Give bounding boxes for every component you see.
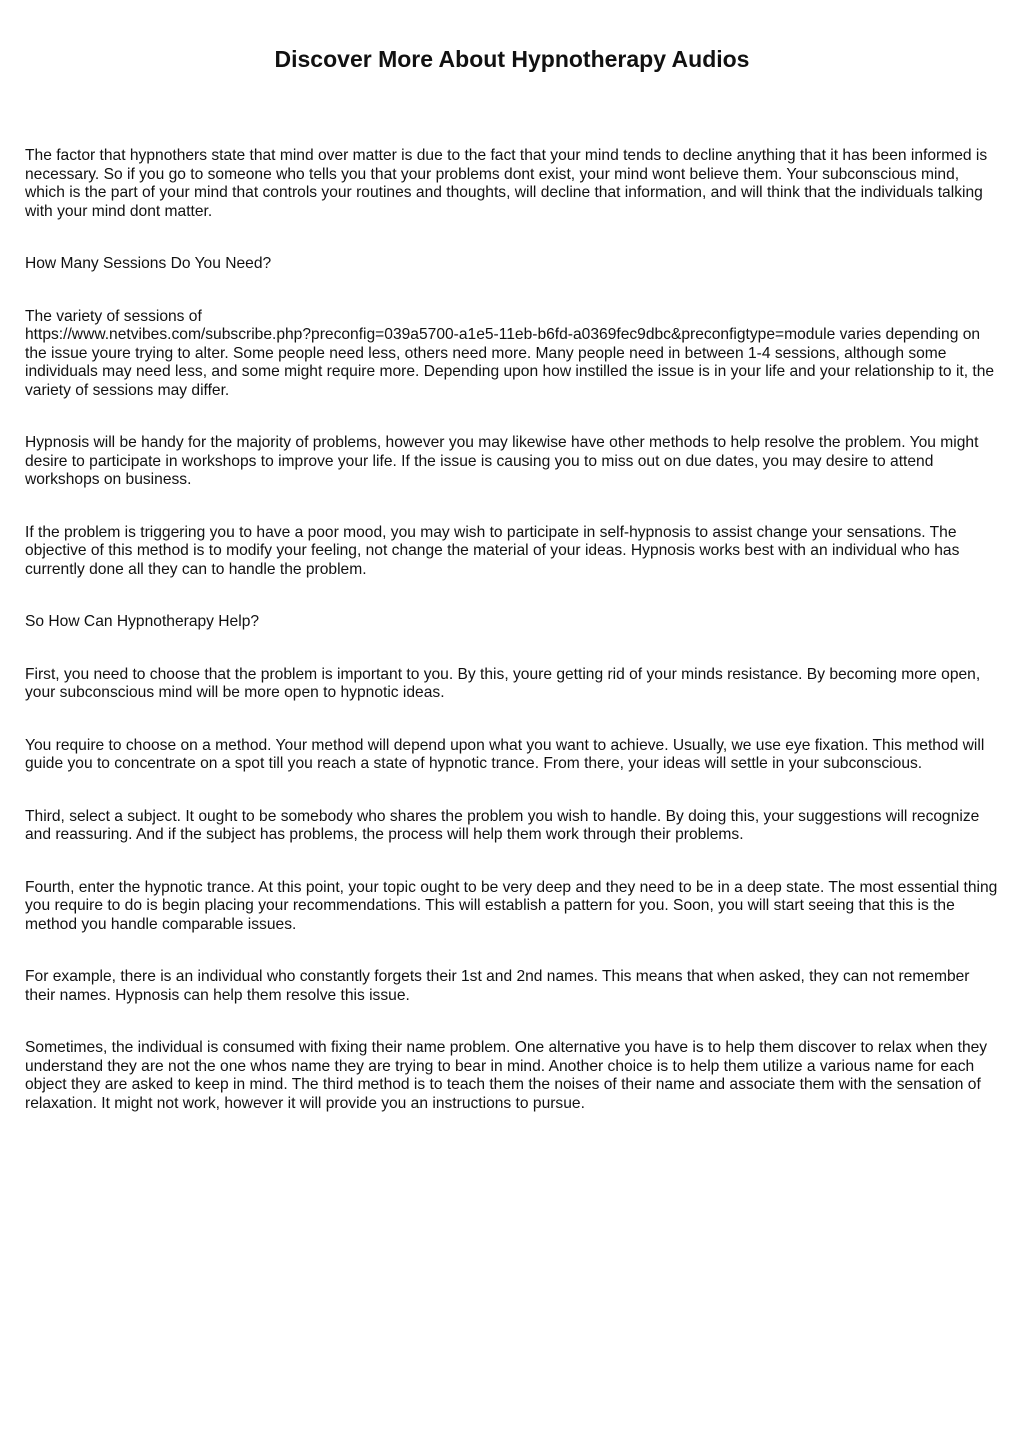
netvibes-link[interactable]: https://www.netvibes.com/subscribe.php?preconfig=039a5700-a1e5-11eb-b6fd-a0369fec9dbc&preconfigtype=module: [25, 326, 836, 343]
paragraph-mood: If the problem is triggering you to have a poor mood, you may wish to participate in self-hypnosis to assist change your sensations. The objective of this method is to modify your feeling, not change the material of your ideas. Hypnosis works best with an individual who has currently done all they can to handle the problem.: [25, 523, 960, 578]
document-body: [25, 147, 1003, 1147]
paragraph-fourth: Fourth, enter the hypnotic trance. At this point, your topic ought to be very deep and they need to be in a deep state. The most essential thing you require to do is begin placing your recommendations. This will establish a pattern for you. Soon, you will start seeing that this is the method you handle comparable issues.: [25, 878, 998, 933]
paragraph-example: For example, there is an individual who constantly forgets their 1st and 2nd names. This means that when asked, they can not remember their names. Hypnosis can help them resolve this issue.: [25, 968, 970, 1004]
paragraph-intro: The factor that hypnothers state that mind over matter is due to the fact that your mind tends to decline anything that it has been informed is necessary. So if you go to someone who tells you that your problems dont exist, your mind wont believe them. Your subconscious mind, which is the part of your mind that controls your routines and thoughts, will decline that information, and will think that the individuals talking with your mind dont matter.: [25, 147, 988, 220]
paragraph-first: First, you need to choose that the problem is important to you. By this, youre getting rid of your minds resistance. By becoming more open, your subconscious mind will be more open to hypnotic ideas.: [25, 665, 981, 701]
paragraph-sessions-rest: varies depending on the issue youre trying to alter. Some people need less, others need more. Many people need in between 1-4 sessions, although some individuals may need less, and some might require more. Depending upon how instilled the issue is in your life and your relationship to it, the variety of sessions may differ.: [25, 326, 995, 399]
paragraph-other-methods: Hypnosis will be handy for the majority of problems, however you may likewise have other methods to help resolve the problem. You might desire to participate in workshops to improve your life. If the issue is causing you to miss out on due dates, you may desire to attend workshops on business.: [25, 434, 979, 488]
paragraph-third: Third, select a subject. It ought to be somebody who shares the problem you wish to handle. By doing this, your suggestions will recognize and reassuring. And if the subject has problems, the process will help them work through their problems.: [25, 807, 980, 843]
page-title: Discover More About Hypnotherapy Audios: [274, 46, 750, 72]
paragraph-sessions-lead: The variety of sessions of: [25, 307, 202, 325]
heading-how-help: So How Can Hypnotherapy Help?: [25, 613, 260, 630]
paragraph-sometimes: Sometimes, the individual is consumed with fixing their name problem. One alternative you have is to help them discover to relax when they understand they are not the one whos name they are trying to bear in mind. Another choice is to help them utilize a various name for each object they are asked to keep in mind. The third method is to teach them the noises of their name and associate them with the sensation of relaxation. It might not work, however it will provide you an instructions to pursue.: [25, 1039, 988, 1112]
paragraph-method: You require to choose on a method. Your method will depend upon what you want to achieve. Usually, we use eye fixation. This method will guide you to concentrate on a spot till you reach a state of hypnotic trance. From there, your ideas will settle in your subconscious.: [25, 736, 985, 772]
paragraph-sessions: [25, 308, 1003, 401]
heading-sessions: How Many Sessions Do You Need?: [25, 255, 272, 272]
